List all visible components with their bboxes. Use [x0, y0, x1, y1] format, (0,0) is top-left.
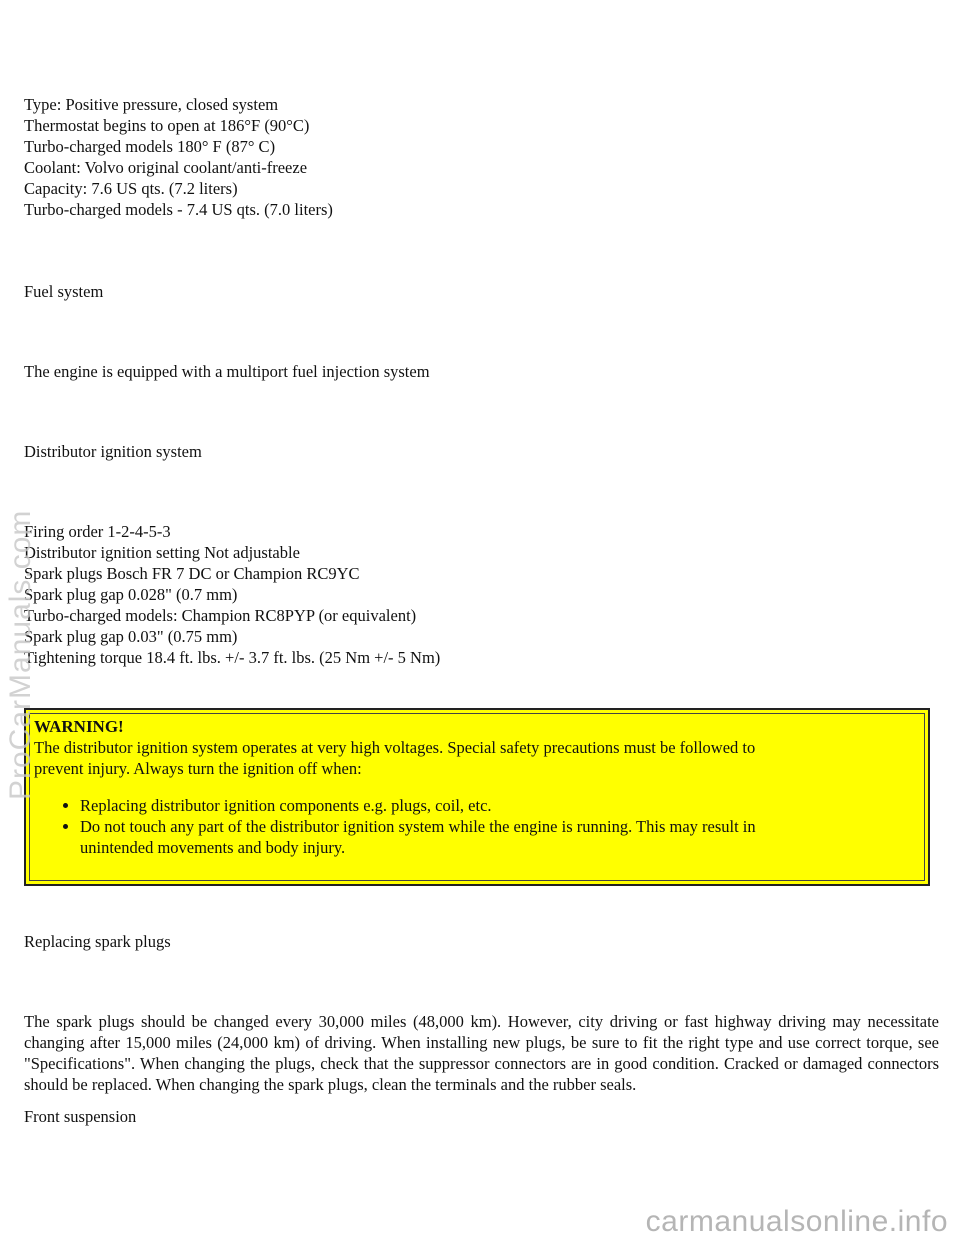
warning-text-line: prevent injury. Always turn the ignition off when: [34, 759, 362, 778]
warning-bullet-text: • Do not touch any part of the distributor ignition system while the engine is running. This may result in [80, 817, 756, 836]
spec-line: Coolant: Volvo original coolant/anti-freeze [24, 158, 308, 177]
watermark-bottom: carmanualsonline.info [645, 1205, 948, 1238]
warning-content [34, 716, 918, 858]
spec-line: Turbo-charged models: Champion RC8PYP (or equivalent) [24, 606, 417, 625]
spec-line: Spark plug gap 0.03" (0.75 mm) [24, 627, 238, 646]
warning-bullet-text: Replacing distributor ignition components e.g. plugs, coil, etc. [80, 796, 492, 815]
spec-line: Thermostat begins to open at 186°F (90°C) [24, 116, 310, 135]
front-suspension-heading: Front suspension [24, 1107, 137, 1126]
warning-list-item [80, 816, 918, 858]
spec-line: Type: Positive pressure, closed system [24, 95, 279, 114]
fuel-system-heading: Fuel system [24, 282, 104, 301]
spec-line: Capacity: 7.6 US qts. (7.2 liters) [24, 179, 238, 198]
spec-line: Firing order 1-2-4-5-3 [24, 522, 171, 541]
warning-box [24, 708, 930, 886]
spec-line: Distributor ignition setting Not adjustable [24, 543, 300, 562]
warning-title: WARNING! [34, 717, 124, 736]
cooling-specs [24, 94, 939, 220]
spec-line: Tightening torque 18.4 ft. lbs. +/- 3.7 ft. lbs. (25 Nm +/- 5 Nm) [24, 648, 441, 667]
warning-list [34, 795, 918, 858]
watermark-left: ProCarManuals.com [4, 509, 37, 800]
fuel-system-text: The engine is equipped with a multiport fuel injection system [24, 362, 430, 381]
ignition-heading: Distributor ignition system [24, 442, 202, 461]
ignition-specs [24, 521, 939, 668]
spec-line: Turbo-charged models - 7.4 US qts. (7.0 liters) [24, 200, 333, 219]
spark-plugs-paragraph: The spark plugs should be changed every 30,000 miles (48,000 km). However, city driving or fast highway driving may necessitate changing after 15,000 miles (24,000 km) of driving. When installing new plugs, be sure to fit the right type and use correct torque, see "Specifications". When changing the plugs, check that the suppressor connectors are in good condition. Cracked or damaged connectors should be replaced. When changing the spark plugs, clean the terminals and the rubber seals. [24, 1012, 939, 1094]
warning-bullet-text: unintended movements and body injury. [80, 838, 346, 857]
spec-line: Spark plugs Bosch FR 7 DC or Champion RC9YC [24, 564, 360, 583]
spark-plugs-heading: Replacing spark plugs [24, 932, 171, 951]
warning-text-line: The distributor ignition system operates at very high voltages. Special safety precautions must be followed to [34, 738, 756, 757]
spec-line: Spark plug gap 0.028" (0.7 mm) [24, 585, 238, 604]
spec-line: Turbo-charged models 180° F (87° C) [24, 137, 276, 156]
warning-list-item [80, 795, 918, 816]
